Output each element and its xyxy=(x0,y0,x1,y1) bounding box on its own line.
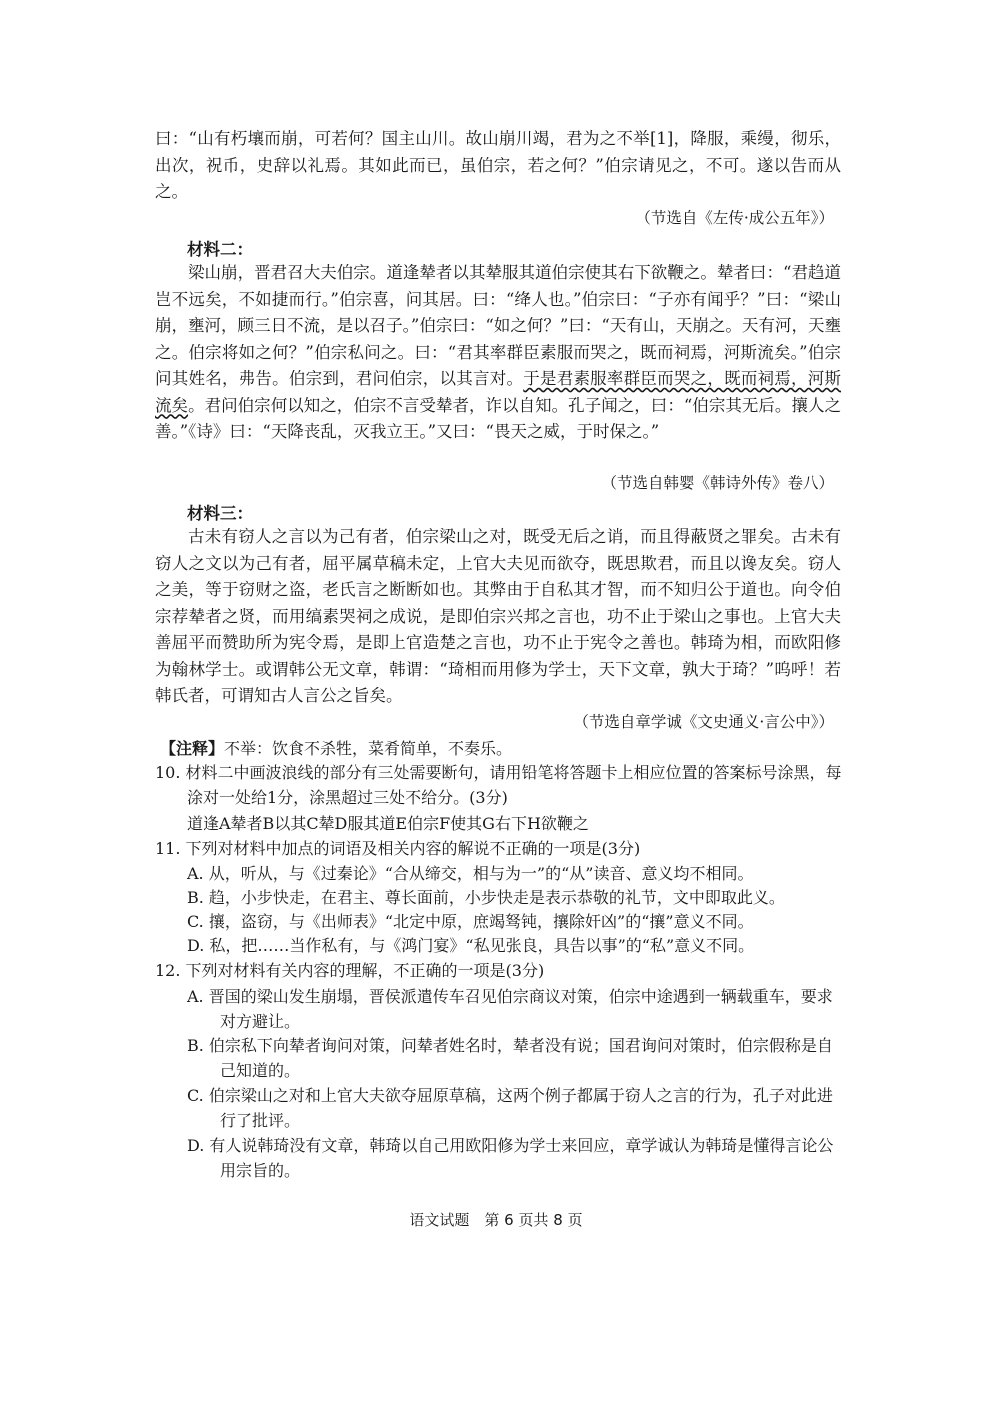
question-10-stem: 10. 材料二中画波浪线的部分有三处需要断句，请用铅笔将答题卡上相应位置的答案标号涂黑，每涂对一处给1分，涂黑超过三处不给分。(3分) xyxy=(155,763,842,807)
question-11-option-c: C. 攘，盗窃，与《出师表》“北定中原，庶竭驽钝，攘除奸凶”的“攘”意义不同。 xyxy=(187,912,754,931)
footnote-text: 不举：饮食不杀牲，菜肴简单，不奏乐。 xyxy=(224,739,513,758)
question-12-option-a: A. 晋国的梁山发生崩塌，晋侯派遣传车召见伯宗商议对策，伯宗中途遇到一辆载重车，要求对方避让。 xyxy=(187,987,833,1031)
footnote-label: 【注释】 xyxy=(160,739,225,758)
question-11-stem: 11. 下列对材料中加点的词语及相关内容的解说不正确的一项是(3分) xyxy=(155,839,641,858)
material2-paragraph xyxy=(155,260,841,446)
material2-text-a: 梁山崩，晋君召大夫伯宗。道逢辇者以其辇服其道伯宗使其右下欲鞭之。辇者曰：“君趋道岂不远矣，不如捷而行。”伯宗喜，问其居。曰：“绛人也。”伯宗曰：“子亦有闻乎？”曰：“梁山崩，壅河，顾三日不流，是以召子。”伯宗曰：“如之何？”曰：“天有山，天崩之。天有河，天壅之。伯宗将如之何？”伯宗私问之。曰：“君其率群臣素服而哭之，既而祠焉，河斯流矣。”伯宗问其姓名，弗告。伯宗到，君问伯宗，以其言对。 xyxy=(155,263,841,388)
wavy-underlined-sentence: 于是君素服率群臣而哭之，既而祠焉，河斯流矣 xyxy=(155,369,842,415)
heading-material2: 材料二： xyxy=(187,240,253,259)
question-11-option-d: D. 私，把……当作私有，与《鸿门宴》“私见张良，具告以事”的“私”意义不同。 xyxy=(187,936,755,955)
question-12-option-b: B. 伯宗私下向辇者询问对策，问辇者姓名时，辇者没有说；国君询问对策时，伯宗假称是自己知道的。 xyxy=(187,1036,833,1080)
question-12-stem: 12. 下列对材料有关内容的理解，不正确的一项是(3分) xyxy=(155,961,545,980)
question-11-option-b: B. 趋，小步快走，在君主、尊长面前，小步快走是表示恭敬的礼节，文中即取此义。 xyxy=(187,888,785,907)
question-12-option-c: C. 伯宗梁山之对和上官大夫欲夺屈原草稿，这两个例子都属于窃人之言的行为，孔子对此进行了批评。 xyxy=(187,1086,833,1130)
material3-paragraph: 古未有窃人之言以为己有者，伯宗梁山之对，既受无后之诮，而且得蔽贤之罪矣。古未有窃人之文以为己有者，屈平属草稿未定，上官大夫见而欲夺，既思欺君，而且以谗友矣。窃人之美，等于窃财之盗，老氏言之断断如也。其弊由于自私其才智，而不知归公于道也。向令伯宗荐辇者之贤，而用缟素哭祠之成说，是即伯宗兴邦之言也，功不止于梁山之事也。上官大夫善屈平而赞助所为宪令焉，是即上官造楚之言也，功不止于宪令之善也。韩琦为相，而欧阳修为翰林学士。或谓韩公无文章，韩谓：“琦相而用修为学士，天下文章，孰大于琦？”呜呼！若韩氏者，可谓知古人言公之旨矣。 xyxy=(155,527,841,705)
question-12-option-d: D. 有人说韩琦没有文章，韩琦以自己用欧阳修为学士来回应，章学诚认为韩琦是懂得言论公用宗旨的。 xyxy=(187,1136,834,1180)
question-11-option-a: A. 从，听从，与《过秦论》“合从缔交，相与为一”的“从”读音、意义均不相同。 xyxy=(187,864,754,883)
question-10-sentence: 道逢A辇者B以其C辇D服其道E伯宗F使其G右下H欲鞭之 xyxy=(187,814,589,833)
footnote xyxy=(160,737,840,762)
material3 xyxy=(155,524,841,710)
source-2: （节选自韩婴《韩诗外传》卷八） xyxy=(601,474,834,492)
material2-text-b: 。君问伯宗何以知之，伯宗不言受辇者，诈以自知。孔子闻之，曰：“伯宗其无后。攘人之善。”《诗》曰：“天降丧乱，灭我立王。”又曰：“畏天之威，于时保之。” xyxy=(155,395,842,441)
material2 xyxy=(155,260,841,446)
source-3: （节选自章学诚《文史通义·言公中》） xyxy=(573,713,834,731)
heading-material3: 材料三： xyxy=(187,504,253,523)
material1-paragraph: 曰：“山有朽壤而崩，可若何？国主山川。故山崩川竭，君为之不举[1]，降服，乘缦，彻乐，出次，祝币，史辞以礼焉。其如此而已，虽伯宗，若之何？”伯宗请见之，不可。遂以告而从之。 xyxy=(155,129,841,201)
page-footer: 语文试题 第 6 页共 8 页 xyxy=(409,1211,583,1229)
material1-end xyxy=(155,126,841,206)
source-1: （节选自《左传·成公五年》） xyxy=(635,209,834,227)
